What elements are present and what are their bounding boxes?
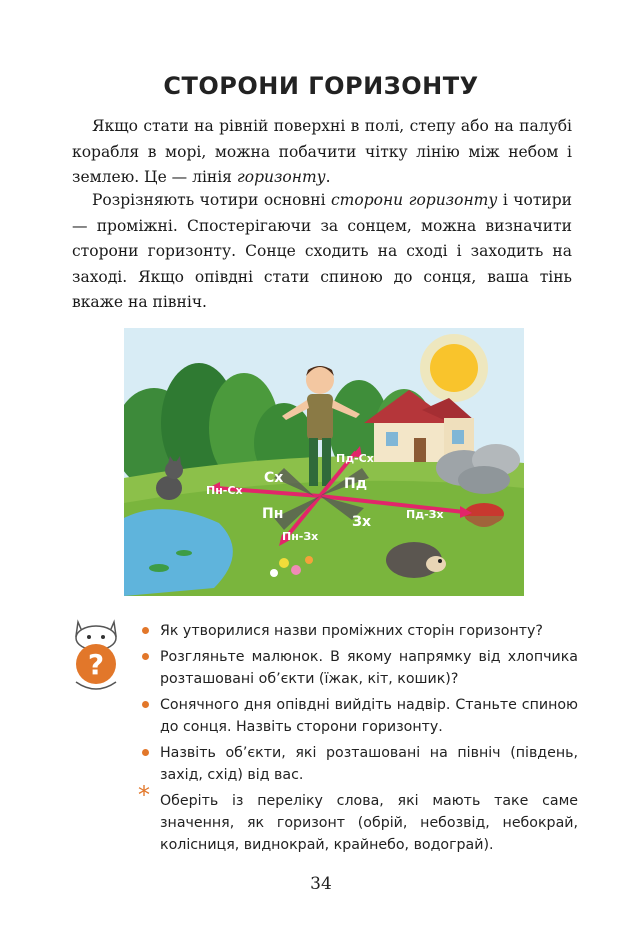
label-northeast: Пн-Сх (206, 484, 243, 497)
intro-paragraph (72, 114, 572, 191)
question-list (140, 620, 578, 860)
bullet-icon (142, 701, 149, 708)
bullet-icon (142, 653, 149, 660)
intro-text-1: Якщо стати на рівній поверхні в полі, степу або на палубі корабля в морі, можна побачити чітку лінію між небом і землею. Це — лінія (72, 117, 572, 186)
sides-text-2: і чотири — проміжні. Спостерігаючи за сонцем, можна визначити сторони горизонту. Сонце сходить на сході і заходить на заході. Якщо опівдні стати спиною до сонця, ваша тінь вкаже на північ. (72, 191, 572, 311)
intro-emphasis: горизонту (236, 168, 326, 186)
label-southwest: Пд-Зх (406, 508, 444, 521)
page-title: СТОРОНИ ГОРИЗОНТУ (163, 72, 479, 101)
label-north: Пн (262, 506, 284, 522)
label-south: Пд (344, 476, 368, 492)
cat-question-mascot (66, 616, 126, 694)
horizon-illustration (124, 328, 524, 596)
bullet-icon (142, 627, 149, 634)
question-cat-icon (66, 616, 126, 694)
label-west: Зх (352, 514, 371, 530)
sides-paragraph (72, 188, 572, 316)
question-item-starred: * Оберіть із переліку слова, які мають таке саме значення, як горизонт (обрій, небозвід, небокрай, колісниця, виднокрай, крайнебо, водограй). (138, 781, 578, 853)
question-item: Як утворилися назви проміжних сторін горизонту? (140, 620, 578, 642)
sun-icon (430, 344, 478, 392)
question-item: Сонячного дня опівдні вийдіть надвір. Станьте спиною до сонця. Назвіть сторони горизонту. (140, 694, 578, 738)
intro-text-2: . (325, 168, 331, 186)
question-item: Назвіть об’єкти, які розташовані на північ (південь, захід, схід) від вас. (140, 742, 578, 786)
illustration-svg (124, 328, 524, 596)
sides-text-1: Розрізняють чотири основні (92, 191, 331, 209)
label-east: Сх (264, 470, 284, 486)
question-item: Розгляньте малюнок. В якому напрямку від хлопчика розташовані об’єкти (їжак, кіт, кошик)? (140, 646, 578, 690)
sides-emphasis: сторони горизонту (330, 191, 498, 209)
label-northwest: Пн-Зх (282, 530, 319, 543)
svg-text:?: ? (87, 648, 105, 681)
label-southeast: Пд-Сх (336, 452, 374, 465)
page-number: 34 (310, 874, 332, 894)
bullet-icon (142, 749, 149, 756)
asterisk-icon: * (138, 781, 150, 809)
